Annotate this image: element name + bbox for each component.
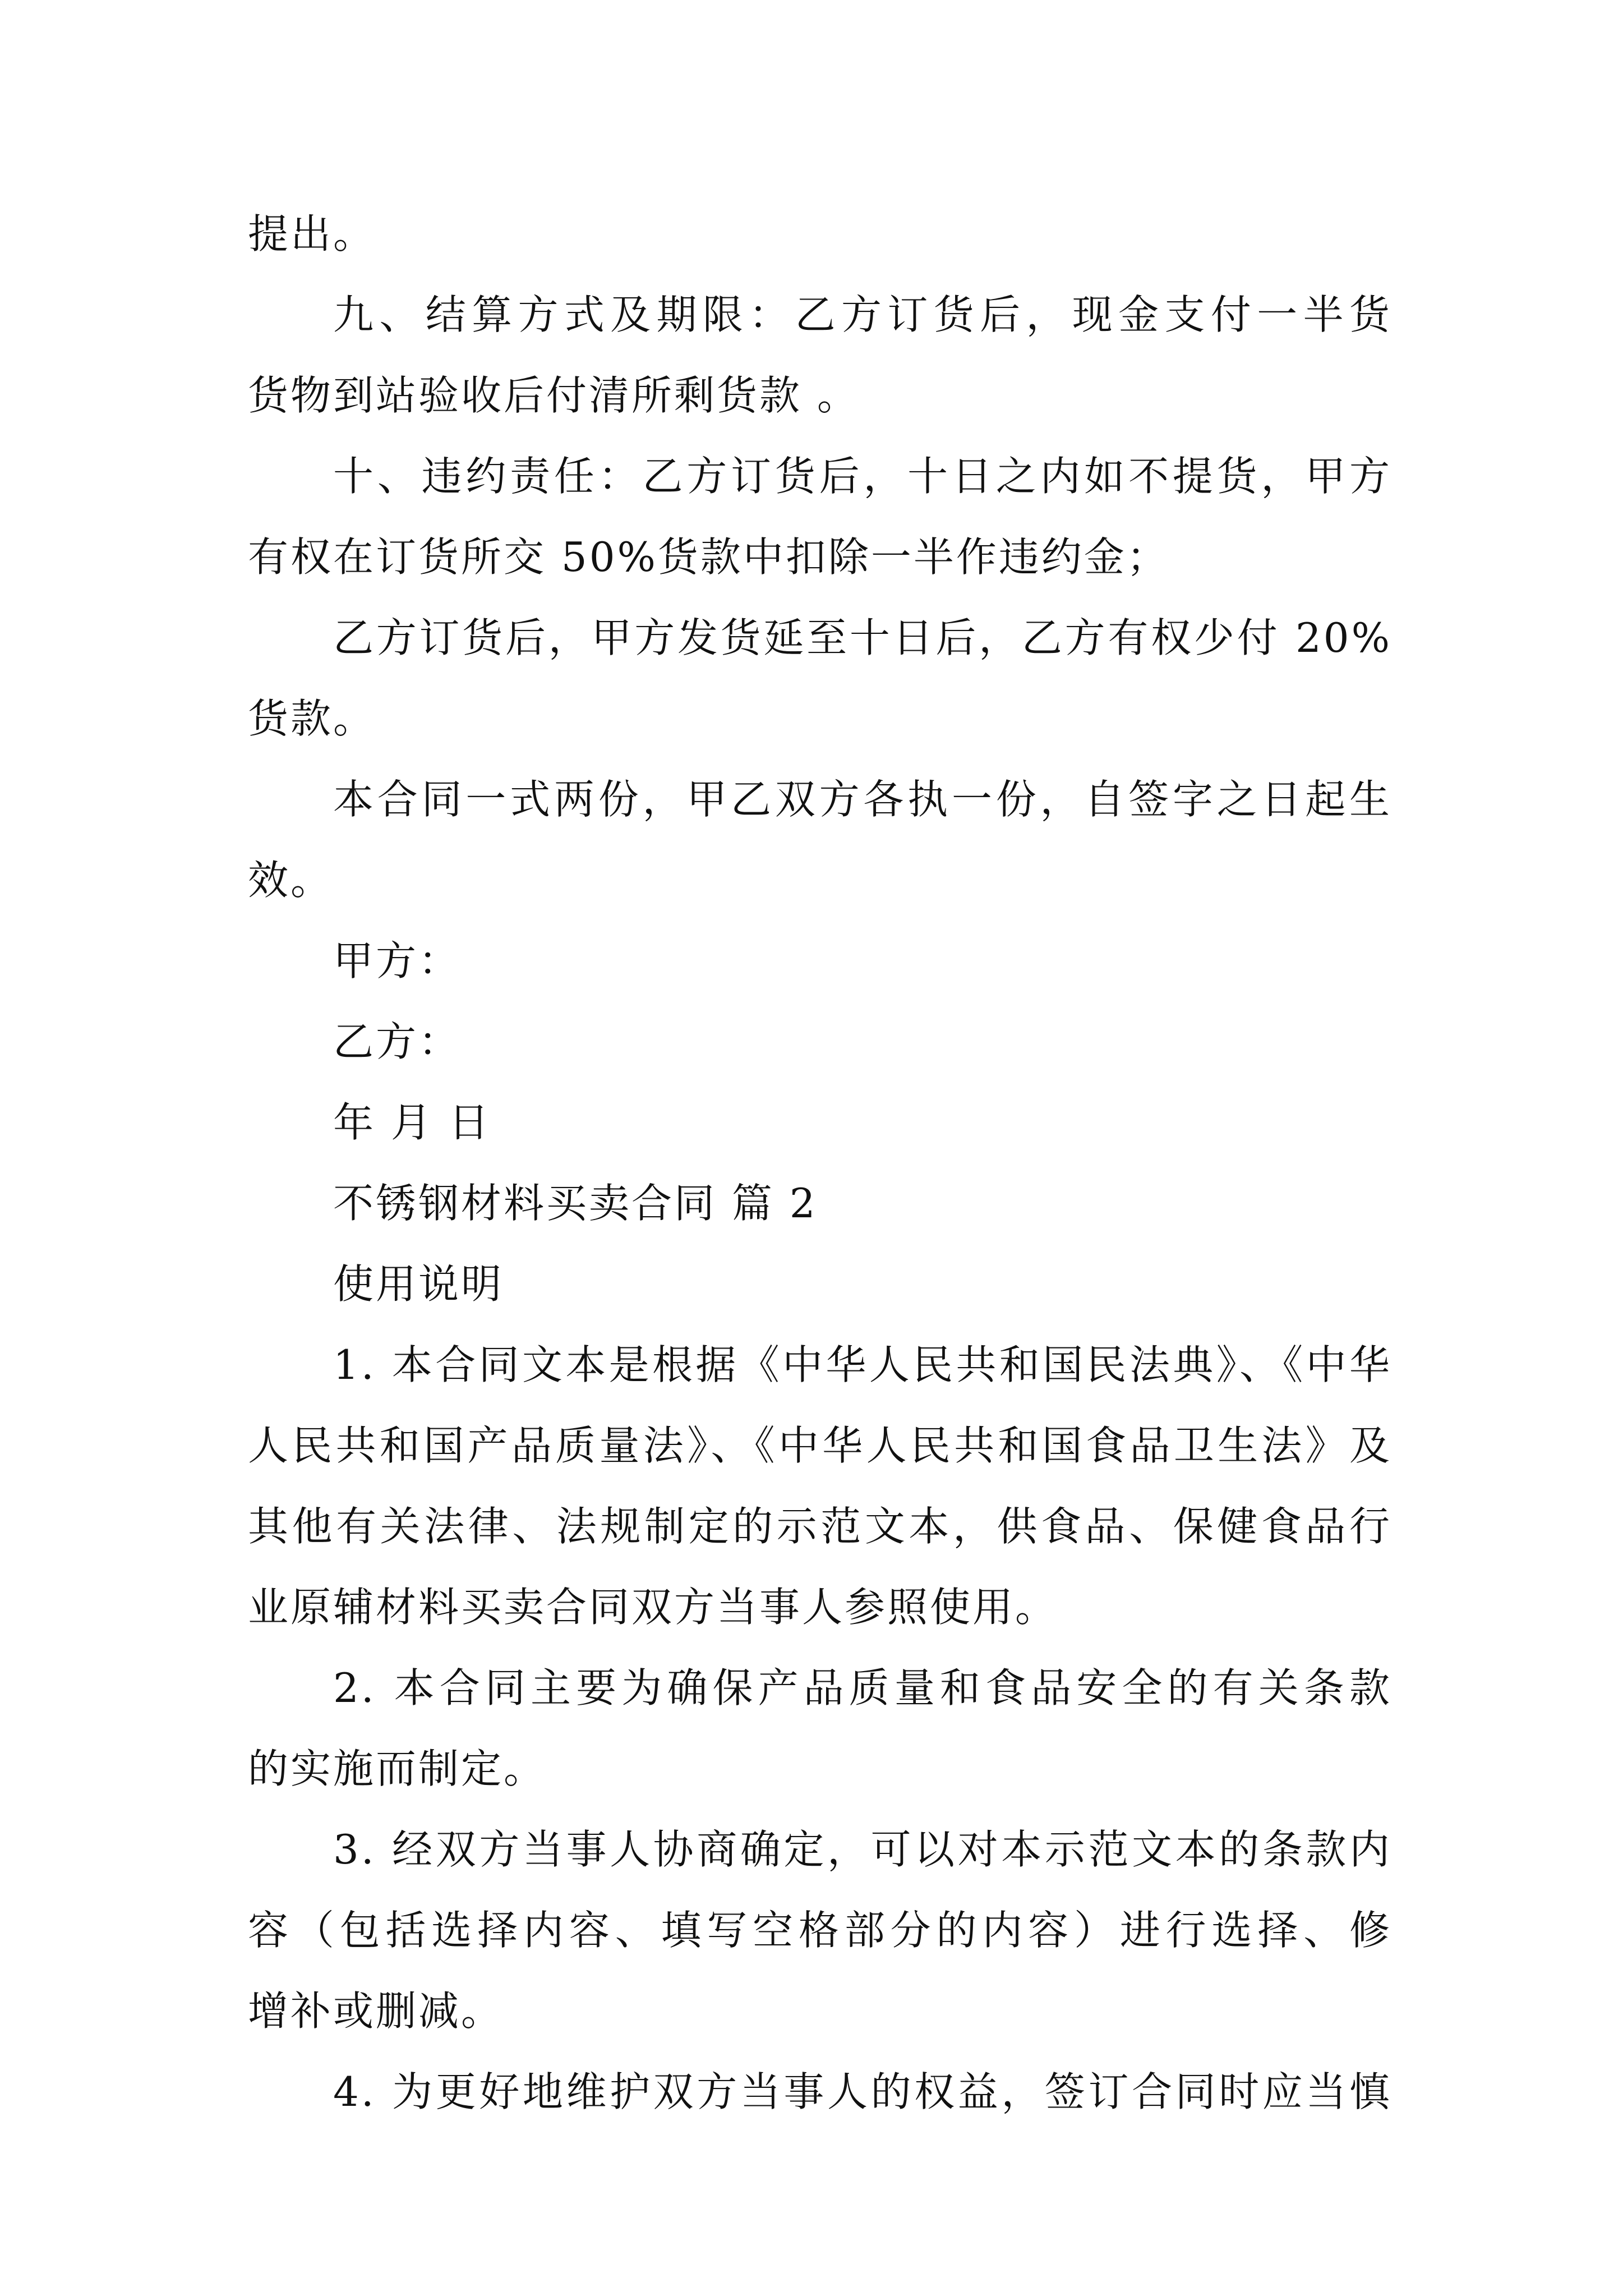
text-line: 容（包括选择内容、填写空格部分的内容）进行选择、修 — [248, 1907, 1392, 1954]
party-b-label: 乙方： — [333, 1018, 462, 1065]
text-line: 货款。 — [248, 695, 376, 742]
text-line: 九、结算方式及期限：乙方订货后，现金支付一半货 — [333, 291, 1392, 338]
text-line: 效。 — [248, 857, 334, 904]
text-line: 有权在订货所交 50%货款中扣除一半作违约金； — [248, 533, 1169, 581]
party-a-label: 甲方： — [333, 937, 462, 984]
text-line: 增补或删减。 — [248, 1987, 504, 2035]
text-line: 十、违约责任：乙方订货后，十日之内如不提货，甲方 — [333, 453, 1392, 500]
section-heading: 不锈钢材料买卖合同 篇 2 — [333, 1180, 818, 1227]
text-line: 4. 为更好地维护双方当事人的权益，签订合同时应当慎 — [333, 2068, 1392, 2115]
date-line: 年 月 日 — [333, 1099, 491, 1146]
text-line: 的实施而制定。 — [248, 1745, 547, 1792]
text-line: 1. 本合同文本是根据《中华人民共和国民法典》、《中华 — [333, 1341, 1392, 1388]
text-line: 本合同一式两份，甲乙双方各执一份，自签字之日起生 — [333, 776, 1392, 823]
text-line: 货物到站验收后付清所剩货款 。 — [248, 372, 860, 419]
text-line: 其他有关法律、法规制定的示范文本，供食品、保健食品行 — [248, 1503, 1392, 1550]
text-line: 3. 经双方当事人协商确定，可以对本示范文本的条款内 — [333, 1826, 1392, 1873]
document-body — [248, 194, 1392, 2132]
text-line: 业原辅材料买卖合同双方当事人参照使用。 — [248, 1584, 1058, 1631]
text-line: 2. 本合同主要为确保产品质量和食品安全的有关条款 — [333, 1664, 1392, 1711]
subsection-heading: 使用说明 — [333, 1260, 504, 1308]
text-line: 提出。 — [248, 210, 376, 257]
text-line: 人民共和国产品质量法》、《中华人民共和国食品卫生法》及 — [248, 1422, 1392, 1469]
text-line: 乙方订货后，甲方发货延至十日后，乙方有权少付 20% — [333, 614, 1392, 661]
